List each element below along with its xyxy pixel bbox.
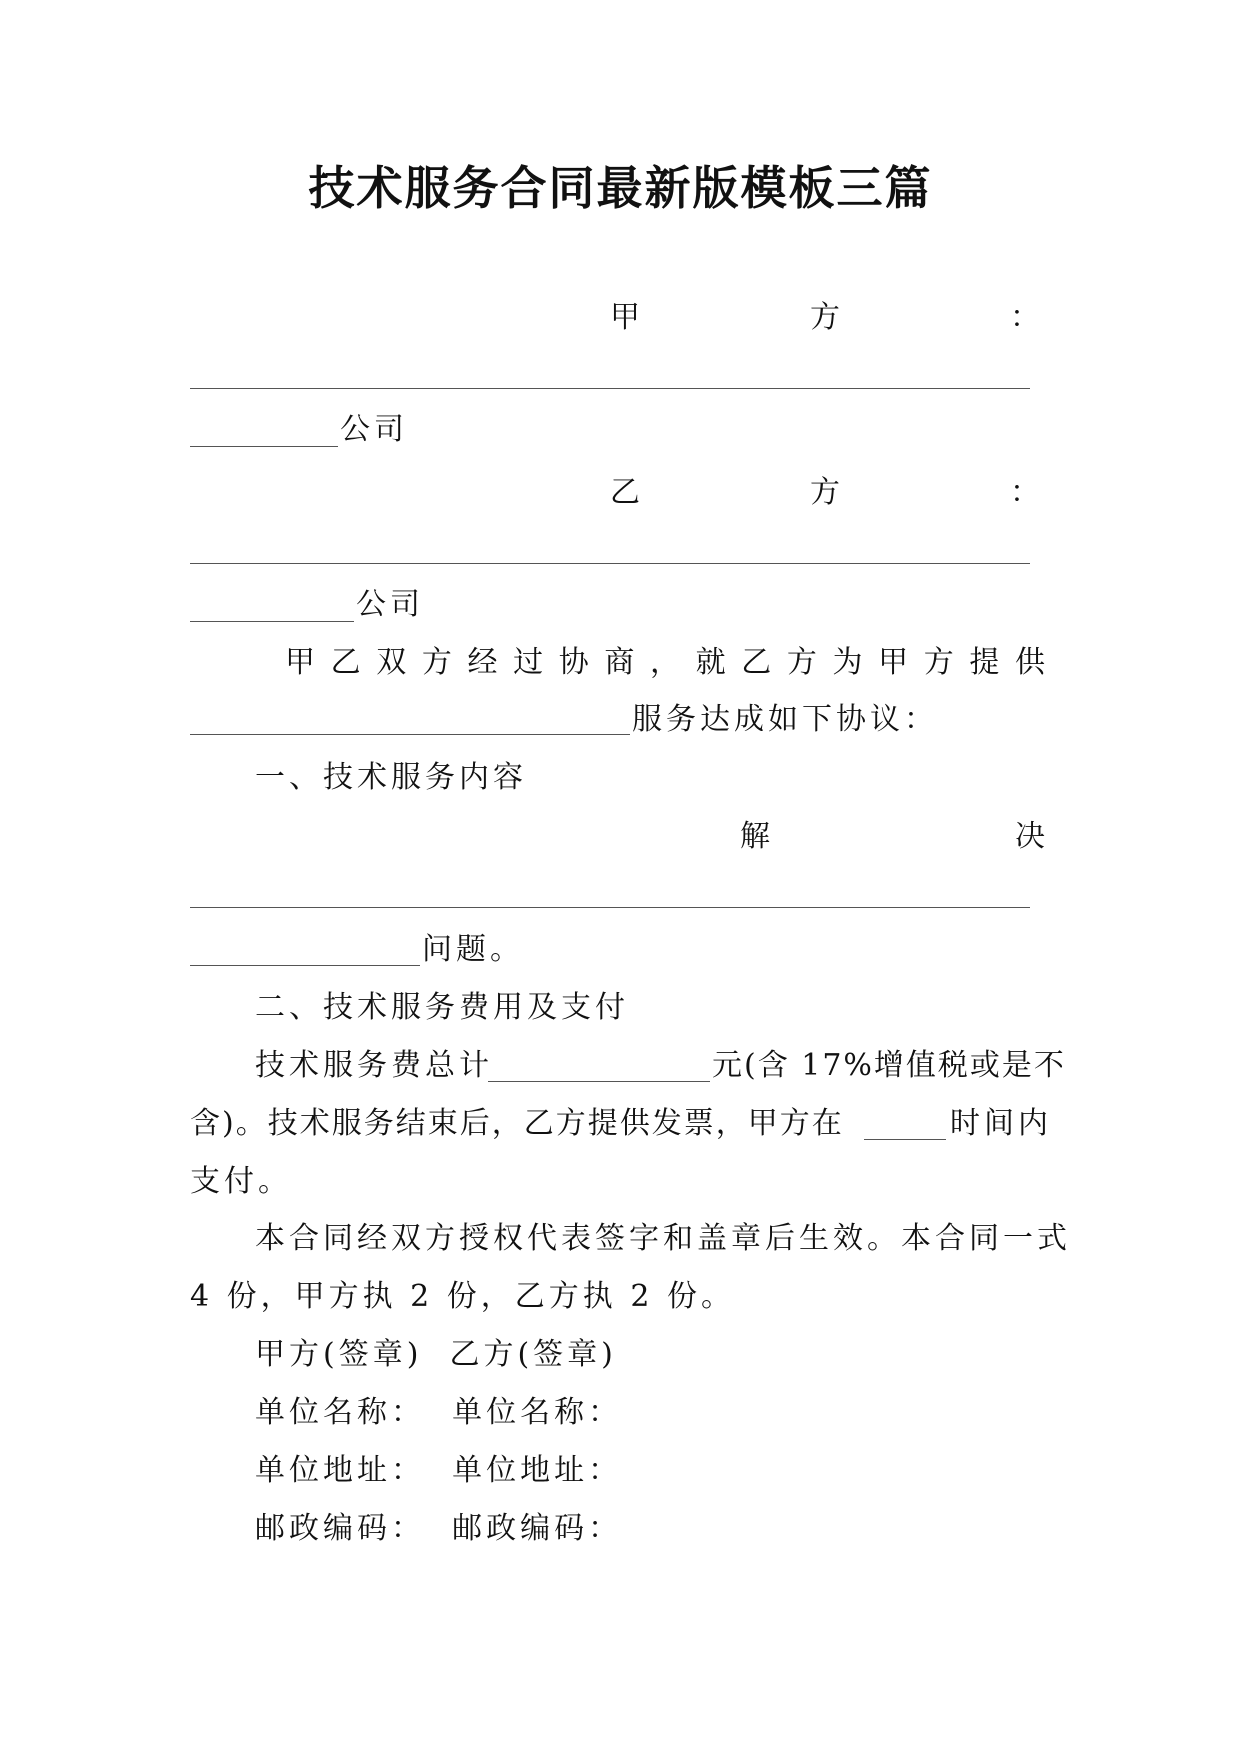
document-title: 技术服务合同最新版模板三篇 — [308, 161, 933, 215]
section-2-heading: 二、技术服务费用及支付 — [255, 990, 629, 1025]
party-b-char-2: 方 — [810, 475, 840, 510]
intro-char: 甲 — [878, 645, 909, 680]
party-b-suffix: 公司 — [356, 587, 424, 622]
intro-char: 协 — [558, 645, 589, 680]
intro-char: 乙 — [741, 645, 772, 680]
party-b-label — [610, 473, 1040, 513]
intro-char: 为 — [832, 645, 863, 680]
party-a-label — [610, 298, 1040, 338]
fee-prefix: 技术服务费总计 — [255, 1048, 493, 1083]
effect-line-2: 4 份，甲方执 2 份，乙方执 2 份。 — [190, 1279, 735, 1314]
party-b-name-blank[interactable] — [190, 563, 1030, 564]
effect-line-1: 本合同经双方授权代表签字和盖章后生效。本合同一式 — [255, 1221, 1071, 1256]
intro-char: ， — [650, 645, 680, 680]
party-b-char-3: ： — [1010, 475, 1040, 510]
section-1-heading: 一、技术服务内容 — [255, 760, 527, 795]
signature-seal-row: 甲方(签章) 乙方(签章) — [255, 1337, 617, 1372]
intro-char: 过 — [513, 645, 544, 680]
problem-blank-2[interactable] — [190, 965, 420, 966]
intro-char: 商 — [604, 645, 635, 680]
fee-suffix: 元(含 17%增值税或是不 — [712, 1048, 1066, 1083]
fee-line-2-suffix: 时间内 — [950, 1106, 1052, 1141]
solve-char-2: 决 — [1015, 819, 1045, 854]
intro-char: 提 — [969, 645, 1000, 680]
payment-time-blank[interactable] — [864, 1139, 946, 1140]
section-1-tail: 问题。 — [422, 932, 524, 967]
party-a-name-blank[interactable] — [190, 388, 1030, 389]
problem-blank[interactable] — [190, 907, 1030, 908]
intro-char: 乙 — [330, 645, 361, 680]
party-b-char-1: 乙 — [610, 475, 640, 510]
solve-label — [740, 817, 1045, 857]
intro-line-1 — [285, 643, 1045, 683]
party-a-name-blank-2[interactable] — [190, 446, 338, 447]
party-a-char-2: 方 — [810, 300, 840, 335]
intro-char: 方 — [421, 645, 452, 680]
intro-char: 经 — [467, 645, 498, 680]
intro-char: 方 — [923, 645, 954, 680]
fee-line-3: 支付。 — [190, 1164, 292, 1199]
signature-name-row: 单位名称： 单位名称： — [255, 1395, 623, 1430]
intro-char: 供 — [1015, 645, 1045, 680]
intro-char: 双 — [376, 645, 407, 680]
service-blank[interactable] — [190, 734, 630, 735]
fee-line-2-prefix: 含)。技术服务结束后，乙方提供发票，甲方在 — [190, 1106, 844, 1141]
intro-line-2-tail: 服务达成如下协议： — [632, 702, 938, 737]
signature-address-row: 单位地址： 单位地址： — [255, 1453, 623, 1488]
fee-amount-blank[interactable] — [488, 1081, 710, 1082]
signature-postcode-row: 邮政编码： 邮政编码： — [255, 1511, 623, 1546]
intro-char: 甲 — [285, 645, 315, 680]
party-b-name-blank-2[interactable] — [190, 621, 354, 622]
intro-char: 方 — [786, 645, 817, 680]
solve-char-1: 解 — [740, 819, 770, 854]
party-a-suffix: 公司 — [340, 412, 408, 447]
intro-char: 就 — [695, 645, 726, 680]
party-a-char-3: ： — [1010, 300, 1040, 335]
party-a-char-1: 甲 — [610, 300, 640, 335]
